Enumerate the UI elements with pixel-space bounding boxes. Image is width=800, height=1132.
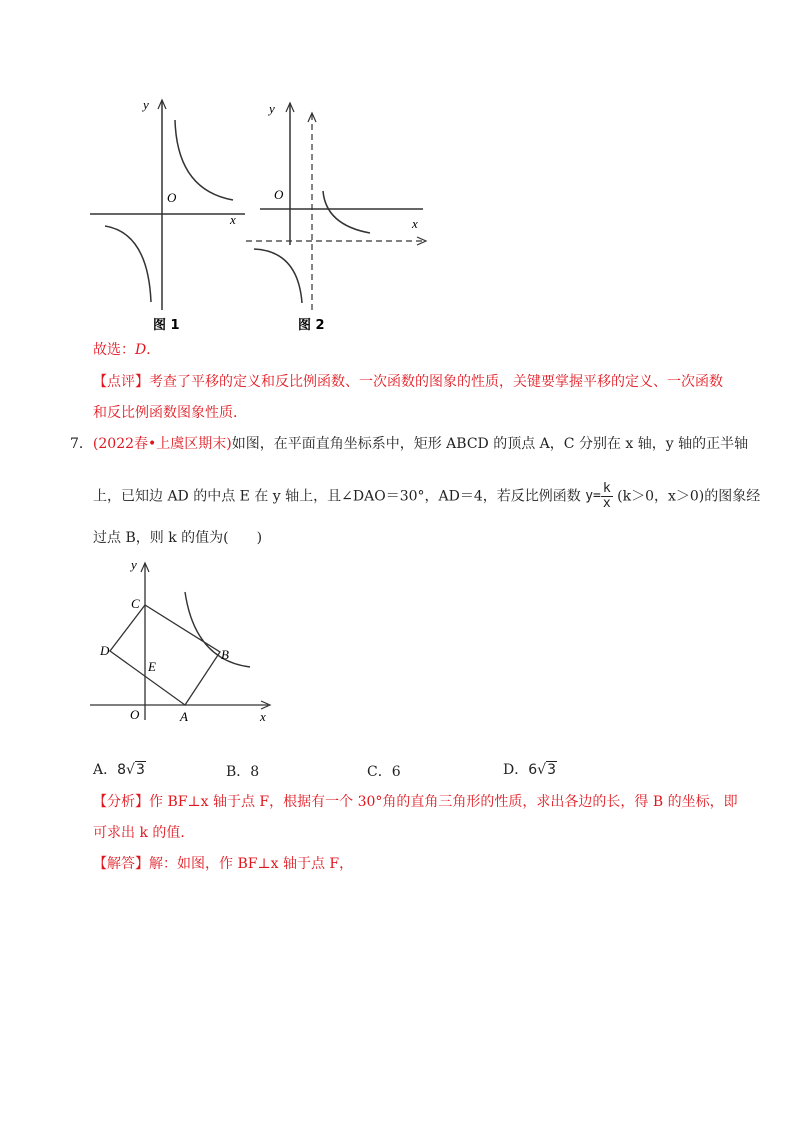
- function-y: y=: [585, 488, 601, 504]
- fig2-origin-label: O: [274, 187, 284, 202]
- figure-1: [85, 95, 255, 335]
- label-o: O: [130, 707, 140, 722]
- question-text-1: 如图，在平面直角坐标系中，矩形 ABCD 的顶点 A，C 分别在 x 轴，y 轴的正半轴: [231, 436, 749, 452]
- fig1-origin-label: O: [167, 190, 177, 205]
- fig1-curve-q1: [175, 120, 233, 200]
- label-c: C: [131, 596, 140, 611]
- previous-answer: [93, 340, 160, 360]
- rectangle-diagram: [85, 555, 285, 730]
- fig1-y-label: y: [143, 97, 149, 112]
- question-number: 7．: [70, 436, 93, 452]
- answer-suffix: ．: [146, 342, 161, 358]
- analysis-tag: 【分析】: [93, 794, 149, 810]
- option-a[interactable]: [93, 760, 146, 780]
- fig2-x-label: x: [412, 216, 418, 231]
- answer-prefix: 故选：: [93, 342, 135, 358]
- label-b: B: [221, 647, 229, 662]
- label-y: y: [131, 557, 137, 572]
- label-x: x: [260, 709, 266, 724]
- question-text-2b: (k＞0，x＞0)的图象经: [617, 488, 761, 505]
- label-e: E: [148, 659, 156, 674]
- option-d-coef: 6: [528, 762, 538, 778]
- fig1-curve-q3: [105, 226, 151, 302]
- function-expression: [585, 482, 612, 511]
- option-a-radicand: 3: [135, 762, 145, 778]
- fig2-caption: 图 2: [298, 318, 325, 333]
- fig2-curve-right: [323, 191, 370, 233]
- fig1-caption: 图 1: [153, 318, 180, 333]
- rectangle-abcd: [110, 605, 220, 705]
- analysis-line-2: [93, 823, 194, 843]
- option-c[interactable]: [367, 762, 401, 782]
- solution-text-1: 解：如图，作 BF⊥x 轴于点 F，: [149, 856, 354, 872]
- fraction-denominator: x: [602, 496, 611, 511]
- question-source: (2022春•上虞区期末): [92, 436, 232, 452]
- comment-tag: 【点评】: [93, 374, 149, 390]
- option-a-coef: 8: [117, 762, 127, 778]
- label-a: A: [180, 709, 188, 724]
- fraction-numerator: k: [602, 481, 611, 496]
- option-d-radicand: 3: [547, 762, 556, 778]
- comment-line-1: [93, 372, 723, 392]
- question-line-1: [70, 434, 748, 454]
- solution-line-1: [93, 854, 353, 874]
- option-d[interactable]: [503, 760, 557, 780]
- analysis-line-1: [93, 792, 738, 812]
- option-a-letter: A．: [93, 762, 118, 778]
- option-b-letter: B．: [226, 764, 251, 780]
- option-d-value: 6√3: [528, 762, 556, 778]
- option-d-letter: D．: [503, 762, 529, 778]
- option-c-value: 6: [391, 764, 401, 780]
- option-b-value: 8: [250, 764, 260, 780]
- question-text-3: 过点 B，则 k 的值为( ): [93, 530, 263, 546]
- answer-choice: D: [135, 342, 147, 358]
- question-line-3: [93, 528, 262, 548]
- comment-line-2: [93, 403, 247, 423]
- option-b[interactable]: [226, 762, 259, 782]
- solution-tag: 【解答】: [93, 856, 149, 872]
- option-a-value: 8√3: [117, 762, 145, 778]
- analysis-text-1: 作 BF⊥x 轴于点 F，根据有一个 30°角的直角三角形的性质，求出各边的长，得 B 的坐标，即: [149, 794, 738, 810]
- function-fraction: [601, 482, 613, 511]
- question-text-2: 上，已知边 AD 的中点 E 在 y 轴上，且∠DAO＝30°，AD＝4，若反比例函数: [93, 488, 581, 505]
- fig2-y-label: y: [269, 101, 275, 116]
- figure-2: [240, 95, 440, 335]
- fig2-curve-left: [254, 249, 302, 303]
- hyperbola-curve: [185, 592, 250, 667]
- analysis-text-2: 可求出 k 的值．: [93, 825, 195, 841]
- fig1-x-label: x: [230, 212, 236, 227]
- comment-text-1: 考查了平移的定义和反比例函数、一次函数的图象的性质，关键要掌握平移的定义、一次函数: [149, 374, 723, 390]
- option-c-letter: C．: [367, 764, 392, 780]
- question-line-2: [93, 482, 760, 511]
- label-d: D: [100, 643, 110, 658]
- comment-text-2: 和反比例函数图象性质．: [93, 405, 247, 421]
